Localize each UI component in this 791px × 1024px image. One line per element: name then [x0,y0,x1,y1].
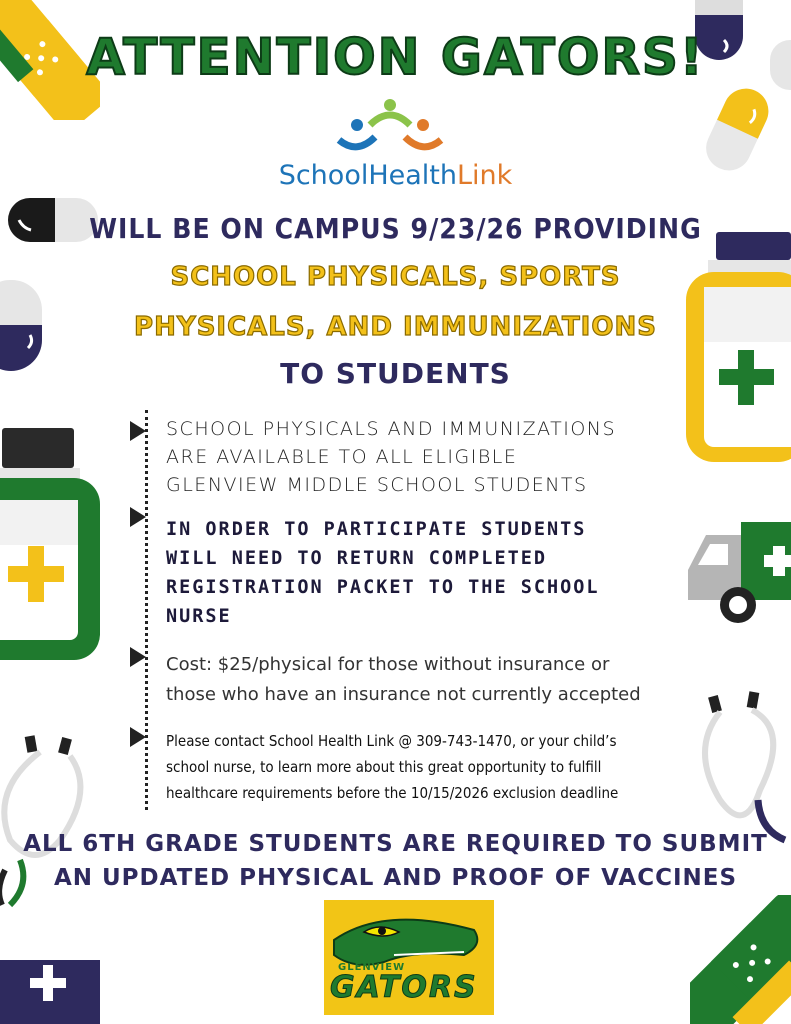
arrow-bullet-icon [130,647,146,667]
bullet-line: SCHOOL PHYSICALS AND IMMUNIZATIONS [166,418,617,440]
headline-line-1: WILL BE ON CAMPUS 9/23/26 PROVIDING [89,212,702,245]
wordmark-schoolhealth: SchoolHealth [278,160,457,191]
bullet-line: school nurse, to learn more about this great opportunity to fulfill [166,758,602,776]
dotted-divider [145,410,148,810]
arrow-bullet-icon [130,507,146,527]
bullet-cost [166,650,726,710]
footer-line-1: ALL 6TH GRADE STUDENTS ARE REQUIRED TO SUBMIT [23,831,768,857]
bullet-line: IN ORDER TO PARTICIPATE STUDENTS [166,519,587,540]
bullet-contact [166,728,726,806]
bullet-line: Cost: $25/physical for those without insurance or [166,654,610,675]
gators-logo-big-text: GATORS [330,970,478,1005]
bullet-line: ARE AVAILABLE TO ALL ELIGIBLE [166,446,518,468]
bullet-registration [166,515,726,631]
medicine-bottle-icon [0,428,102,663]
footer-notice [0,827,791,895]
footer-line-2: AN UPDATED PHYSICAL AND PROOF OF VACCINES [53,865,738,891]
arrow-bullet-icon [130,727,146,747]
bullet-line: REGISTRATION PACKET TO THE SCHOOL [166,577,600,598]
gators-logo-small-text: GLENVIEW [338,962,406,973]
bullet-eligibility [166,415,726,499]
bandage-icon [690,895,791,1024]
glenview-gators-logo [324,900,494,1015]
headline-line-2: SCHOOL PHYSICALS, SPORTS [170,262,621,292]
bullet-line: healthcare requirements before the 10/15/2026 exclusion deadline [166,784,619,802]
bullet-line: GLENVIEW MIDDLE SCHOOL STUDENTS [166,474,588,496]
medical-cross-icon [0,960,100,1024]
bullet-line: WILL NEED TO RETURN COMPLETED [166,548,548,569]
wordmark-link: Link [457,160,513,191]
page-title: ATTENTION GATORS! [86,28,705,86]
bullet-line: those who have an insurance not currently accepted [166,684,641,705]
schoolhealthlink-logo-icon [335,95,445,155]
arrow-bullet-icon [130,421,146,441]
headline-line-3: PHYSICALS, AND IMMUNIZATIONS [134,312,657,342]
headline-line-4: TO STUDENTS [280,357,511,390]
bullet-line: Please contact School Health Link @ 309-743-1470, or your child’s [166,732,617,750]
bullet-line: NURSE [166,606,232,627]
schoolhealthlink-wordmark [0,160,791,191]
